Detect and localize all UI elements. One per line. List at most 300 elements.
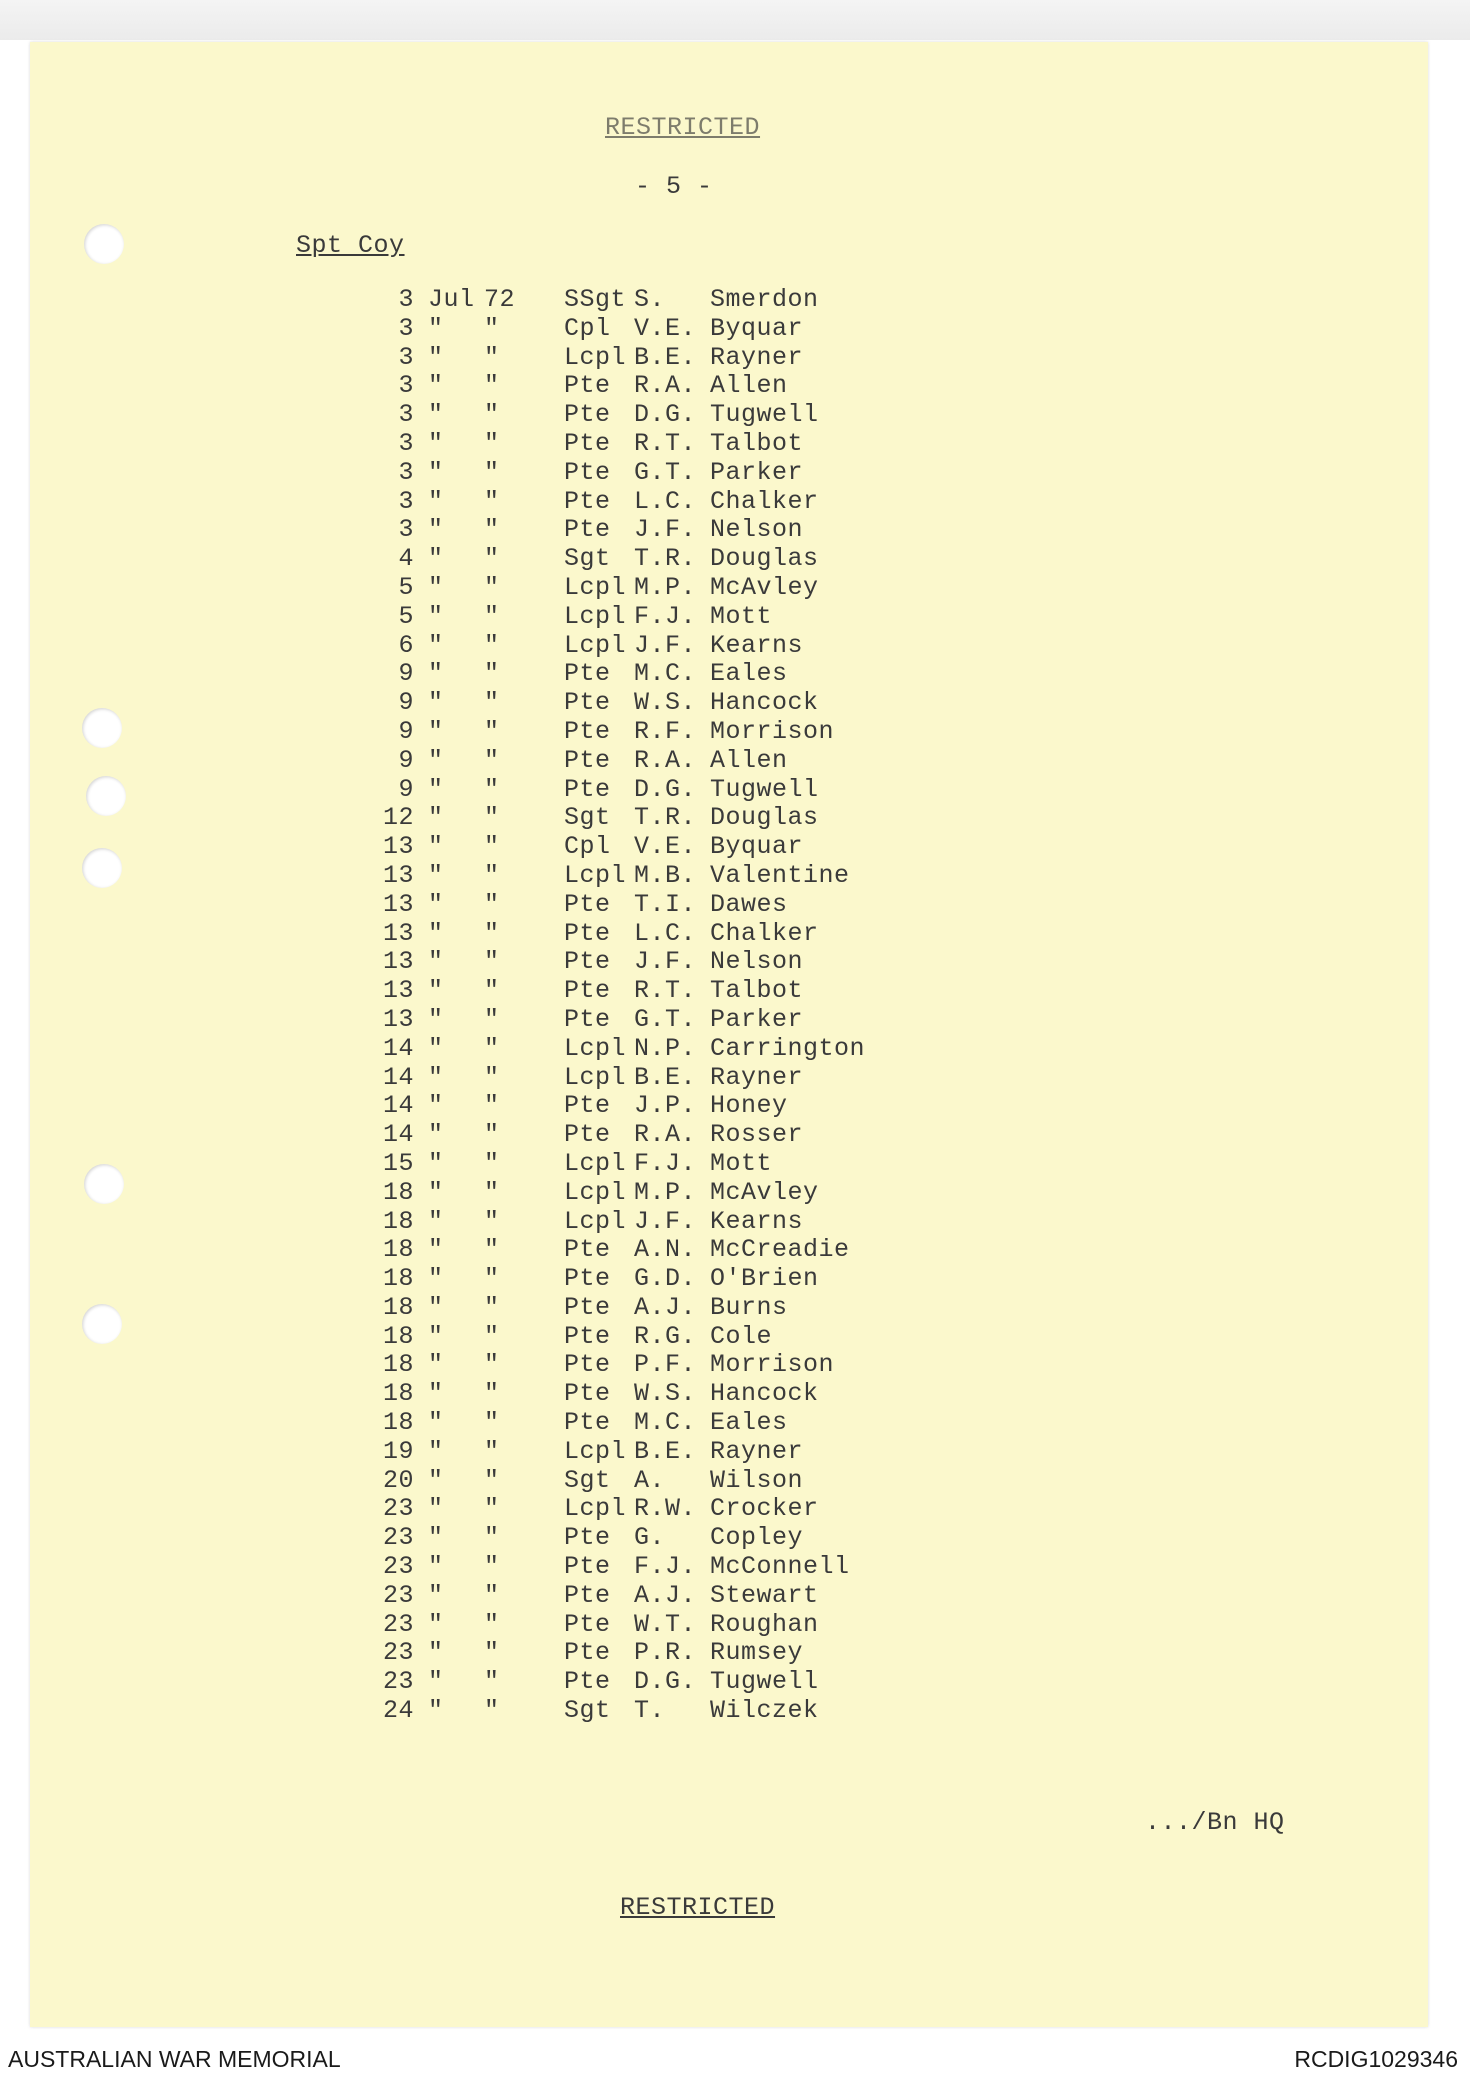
entry-surname: Mott [710, 1148, 773, 1178]
entry-initials: R.T. [634, 976, 697, 1006]
entry-rank: Pte [564, 515, 611, 545]
punch-hole [84, 1164, 124, 1204]
entry-year: " [484, 486, 500, 516]
entry-surname: Byquar [710, 313, 804, 343]
entry-rank: Sgt [564, 544, 611, 574]
entry-year: " [484, 947, 500, 977]
entry-initials: A.J. [634, 1580, 697, 1610]
entry-year: " [484, 1523, 500, 1553]
punch-hole [82, 708, 122, 748]
entry-surname: Mott [710, 601, 773, 631]
entry-surname: Douglas [710, 544, 819, 574]
entry-surname: Carrington [710, 1033, 866, 1063]
entry-year: " [484, 803, 500, 833]
roll-entry-row [370, 1092, 890, 1121]
entry-rank: Sgt [564, 1696, 611, 1726]
entry-year: " [484, 1638, 500, 1668]
entry-year: " [484, 1494, 500, 1524]
roll-entry-row [370, 920, 890, 949]
entry-rank: Pte [564, 1264, 611, 1294]
entry-surname: Nelson [710, 515, 804, 545]
roll-entry-row [370, 1236, 890, 1265]
entry-day: 14 [382, 1033, 414, 1063]
entry-initials: N.P. [634, 1033, 697, 1063]
roll-entry-row [370, 1294, 890, 1323]
roll-entry-row [370, 1064, 890, 1093]
entry-initials: R.G. [634, 1321, 697, 1351]
entry-day: 3 [398, 515, 414, 545]
roll-entry-row [370, 315, 890, 344]
entry-rank: Pte [564, 688, 611, 718]
entry-day: 13 [382, 860, 414, 890]
entry-year: " [484, 371, 500, 401]
entry-rank: SSgt [564, 285, 627, 314]
roll-entry-row [370, 862, 890, 891]
entry-day: 14 [382, 1120, 414, 1150]
entry-initials: M.C. [634, 1408, 697, 1438]
entry-year: " [484, 1552, 500, 1582]
entry-day: 3 [398, 400, 414, 430]
entry-initials: D.G. [634, 400, 697, 430]
roll-entry-row [370, 459, 890, 488]
entry-year: " [484, 428, 500, 458]
entry-surname: Rosser [710, 1120, 804, 1150]
entry-rank: Lcpl [564, 1148, 627, 1178]
entry-initials: J.F. [634, 1206, 697, 1236]
entry-year: " [484, 1206, 500, 1236]
entry-day: 12 [382, 803, 414, 833]
entry-day: 13 [382, 918, 414, 948]
entry-surname: Tugwell [710, 1667, 819, 1697]
record-id-caption: RCDIG1029346 [1294, 2046, 1458, 2072]
roll-entry-row [370, 1179, 890, 1208]
entry-rank: Pte [564, 1120, 611, 1150]
entry-month: " [428, 428, 444, 458]
entry-rank: Pte [564, 889, 611, 919]
roll-entry-row [370, 1668, 890, 1697]
entry-initials: G.T. [634, 457, 697, 487]
entry-initials: M.P. [634, 572, 697, 602]
entry-surname: Copley [710, 1523, 804, 1553]
entry-year: " [484, 1696, 500, 1726]
entry-day: 18 [382, 1292, 414, 1322]
entry-day: 9 [398, 688, 414, 718]
entry-month: " [428, 1062, 444, 1092]
entry-surname: Douglas [710, 803, 819, 833]
entry-surname: Allen [710, 371, 788, 401]
entry-year: " [484, 860, 500, 890]
entry-initials: R.T. [634, 428, 697, 458]
entry-day: 4 [398, 544, 414, 574]
entry-day: 18 [382, 1235, 414, 1265]
entry-year: " [484, 342, 500, 372]
entry-rank: Lcpl [564, 1033, 627, 1063]
entry-month: " [428, 313, 444, 343]
roll-entry-row [370, 1265, 890, 1294]
entry-surname: Hancock [710, 688, 819, 718]
roll-entry-row [370, 372, 890, 401]
roll-entry-row [370, 1438, 890, 1467]
entry-rank: Lcpl [564, 1177, 627, 1207]
entry-surname: Rayner [710, 1062, 804, 1092]
entry-day: 3 [398, 428, 414, 458]
entry-initials: J.P. [634, 1091, 697, 1121]
classification-footer: RESTRICTED [620, 1893, 776, 1922]
entry-initials: D.G. [634, 1667, 697, 1697]
entry-day: 3 [398, 457, 414, 487]
classification-header: RESTRICTED [605, 113, 761, 142]
entry-month: " [428, 832, 444, 862]
entry-month: " [428, 1494, 444, 1524]
entry-month: " [428, 1379, 444, 1409]
entry-surname: Wilczek [710, 1696, 819, 1726]
roll-entry-row [370, 545, 890, 574]
entry-initials: V.E. [634, 832, 697, 862]
entry-day: 20 [382, 1465, 414, 1495]
entry-initials: F.J. [634, 601, 697, 631]
entry-month: " [428, 1321, 444, 1351]
punch-hole [84, 224, 124, 264]
entry-surname: Hancock [710, 1379, 819, 1409]
entry-month: Jul [428, 285, 475, 314]
entry-month: " [428, 716, 444, 746]
roll-entry-row [370, 977, 890, 1006]
entry-initials: T. [634, 1696, 666, 1726]
entry-rank: Pte [564, 428, 611, 458]
entry-rank: Pte [564, 1667, 611, 1697]
entry-surname: Rayner [710, 1436, 804, 1466]
entry-month: " [428, 1148, 444, 1178]
entry-initials: V.E. [634, 313, 697, 343]
entry-surname: Talbot [710, 428, 804, 458]
entry-day: 19 [382, 1436, 414, 1466]
entry-initials: L.C. [634, 486, 697, 516]
entry-initials: G. [634, 1523, 666, 1553]
entry-rank: Pte [564, 918, 611, 948]
entry-day: 18 [382, 1206, 414, 1236]
entry-surname: Rayner [710, 342, 804, 372]
entry-initials: F.J. [634, 1148, 697, 1178]
entry-year: " [484, 716, 500, 746]
roll-entry-row [370, 603, 890, 632]
entry-surname: Eales [710, 659, 788, 689]
entry-initials: R.A. [634, 371, 697, 401]
entry-month: " [428, 1235, 444, 1265]
entry-month: " [428, 371, 444, 401]
entry-surname: Valentine [710, 860, 850, 890]
entry-rank: Pte [564, 400, 611, 430]
roll-entry-row [370, 1524, 890, 1553]
entry-month: " [428, 1091, 444, 1121]
roll-entry-row [370, 1006, 890, 1035]
entry-month: " [428, 1667, 444, 1697]
entry-rank: Pte [564, 1091, 611, 1121]
entry-month: " [428, 342, 444, 372]
roll-entry-row [370, 1208, 890, 1237]
personnel-roll [370, 286, 890, 1726]
section-heading: Spt Coy [296, 231, 405, 260]
entry-month: " [428, 1350, 444, 1380]
entry-month: " [428, 659, 444, 689]
entry-year: " [484, 1436, 500, 1466]
entry-surname: Stewart [710, 1580, 819, 1610]
entry-surname: Morrison [710, 1350, 835, 1380]
entry-rank: Pte [564, 1004, 611, 1034]
entry-surname: Chalker [710, 918, 819, 948]
roll-entry-row [370, 1035, 890, 1064]
entry-initials: R.W. [634, 1494, 697, 1524]
entry-year: " [484, 457, 500, 487]
entry-year: " [484, 1580, 500, 1610]
roll-entry-row [370, 1351, 890, 1380]
entry-surname: Burns [710, 1292, 788, 1322]
entry-surname: Kearns [710, 630, 804, 660]
roll-entry-row [370, 747, 890, 776]
roll-entry-row [370, 1121, 890, 1150]
entry-day: 9 [398, 716, 414, 746]
entry-initials: P.R. [634, 1638, 697, 1668]
entry-day: 6 [398, 630, 414, 660]
entry-surname: Tugwell [710, 400, 819, 430]
entry-initials: M.C. [634, 659, 697, 689]
entry-year: " [484, 976, 500, 1006]
entry-month: " [428, 544, 444, 574]
entry-year: " [484, 400, 500, 430]
entry-surname: Nelson [710, 947, 804, 977]
entry-day: 23 [382, 1494, 414, 1524]
entry-day: 3 [398, 342, 414, 372]
roll-entry-row [370, 1582, 890, 1611]
roll-entry-row [370, 574, 890, 603]
entry-initials: A.J. [634, 1292, 697, 1322]
entry-month: " [428, 1004, 444, 1034]
entry-day: 18 [382, 1379, 414, 1409]
roll-entry-row [370, 632, 890, 661]
entry-rank: Lcpl [564, 601, 627, 631]
entry-rank: Pte [564, 1552, 611, 1582]
entry-rank: Lcpl [564, 1206, 627, 1236]
entry-initials: R.F. [634, 716, 697, 746]
punch-hole [82, 848, 122, 888]
entry-initials: W.T. [634, 1609, 697, 1639]
entry-day: 9 [398, 774, 414, 804]
entry-surname: Honey [710, 1091, 788, 1121]
entry-rank: Cpl [564, 313, 611, 343]
entry-month: " [428, 1580, 444, 1610]
entry-rank: Pte [564, 1379, 611, 1409]
entry-surname: Morrison [710, 716, 835, 746]
entry-year: " [484, 1062, 500, 1092]
entry-month: " [428, 1638, 444, 1668]
entry-day: 14 [382, 1062, 414, 1092]
entry-month: " [428, 1264, 444, 1294]
entry-initials: L.C. [634, 918, 697, 948]
entry-year: " [484, 1379, 500, 1409]
entry-day: 3 [398, 486, 414, 516]
entry-surname: Chalker [710, 486, 819, 516]
roll-entry-row [370, 1697, 890, 1726]
entry-month: " [428, 976, 444, 1006]
roll-entry-row [370, 430, 890, 459]
entry-initials: B.E. [634, 1062, 697, 1092]
entry-initials: W.S. [634, 1379, 697, 1409]
entry-surname: McConnell [710, 1552, 850, 1582]
entry-rank: Cpl [564, 832, 611, 862]
entry-surname: McAvley [710, 572, 819, 602]
entry-initials: R.A. [634, 745, 697, 775]
entry-day: 13 [382, 947, 414, 977]
entry-year: " [484, 1350, 500, 1380]
roll-entry-row [370, 1150, 890, 1179]
entry-month: " [428, 630, 444, 660]
entry-rank: Pte [564, 1609, 611, 1639]
roll-entry-row [370, 401, 890, 430]
entry-year: " [484, 918, 500, 948]
entry-year: " [484, 1004, 500, 1034]
entry-day: 13 [382, 889, 414, 919]
entry-year: " [484, 889, 500, 919]
entry-initials: B.E. [634, 1436, 697, 1466]
continuation-note: .../Bn HQ [1145, 1808, 1285, 1837]
entry-month: " [428, 1609, 444, 1639]
entry-day: 5 [398, 572, 414, 602]
entry-surname: Parker [710, 1004, 804, 1034]
entry-rank: Pte [564, 1235, 611, 1265]
entry-year: " [484, 1408, 500, 1438]
page-number: - 5 - [635, 172, 713, 201]
entry-month: " [428, 774, 444, 804]
entry-year: " [484, 1609, 500, 1639]
roll-entry-row [370, 1639, 890, 1668]
entry-year: " [484, 1177, 500, 1207]
entry-rank: Pte [564, 1292, 611, 1322]
entry-year: " [484, 1292, 500, 1322]
entry-day: 18 [382, 1408, 414, 1438]
entry-surname: McCreadie [710, 1235, 850, 1265]
entry-month: " [428, 515, 444, 545]
entry-initials: G.D. [634, 1264, 697, 1294]
entry-rank: Pte [564, 1350, 611, 1380]
entry-month: " [428, 1120, 444, 1150]
entry-rank: Lcpl [564, 1062, 627, 1092]
entry-month: " [428, 457, 444, 487]
entry-rank: Pte [564, 1523, 611, 1553]
entry-day: 13 [382, 832, 414, 862]
entry-rank: Lcpl [564, 860, 627, 890]
entry-year: " [484, 630, 500, 660]
entry-initials: F.J. [634, 1552, 697, 1582]
entry-day: 18 [382, 1264, 414, 1294]
entry-rank: Lcpl [564, 572, 627, 602]
entry-rank: Lcpl [564, 1436, 627, 1466]
roll-entry-row [370, 1495, 890, 1524]
entry-initials: P.F. [634, 1350, 697, 1380]
entry-month: " [428, 1436, 444, 1466]
entry-rank: Pte [564, 486, 611, 516]
entry-rank: Pte [564, 659, 611, 689]
entry-month: " [428, 803, 444, 833]
entry-initials: R.A. [634, 1120, 697, 1150]
entry-month: " [428, 1292, 444, 1322]
entry-year: " [484, 1091, 500, 1121]
entry-month: " [428, 1523, 444, 1553]
entry-month: " [428, 400, 444, 430]
entry-initials: T.R. [634, 803, 697, 833]
entry-initials: B.E. [634, 342, 697, 372]
entry-year: " [484, 745, 500, 775]
entry-year: " [484, 1120, 500, 1150]
entry-day: 14 [382, 1091, 414, 1121]
roll-entry-row [370, 1467, 890, 1496]
entry-month: " [428, 1465, 444, 1495]
entry-year: 72 [484, 285, 516, 314]
entry-surname: Eales [710, 1408, 788, 1438]
entry-surname: Roughan [710, 1609, 819, 1639]
entry-rank: Sgt [564, 803, 611, 833]
entry-rank: Pte [564, 1580, 611, 1610]
entry-day: 23 [382, 1580, 414, 1610]
entry-surname: Rumsey [710, 1638, 804, 1668]
entry-year: " [484, 544, 500, 574]
entry-year: " [484, 572, 500, 602]
entry-rank: Pte [564, 745, 611, 775]
entry-month: " [428, 1552, 444, 1582]
entry-initials: M.P. [634, 1177, 697, 1207]
entry-initials: M.B. [634, 860, 697, 890]
entry-surname: O'Brien [710, 1264, 819, 1294]
entry-initials: A. [634, 1465, 666, 1495]
roll-entry-row [370, 833, 890, 862]
entry-month: " [428, 889, 444, 919]
entry-year: " [484, 688, 500, 718]
entry-initials: A.N. [634, 1235, 697, 1265]
entry-year: " [484, 1148, 500, 1178]
archive-source-caption: AUSTRALIAN WAR MEMORIAL [8, 2046, 341, 2072]
entry-month: " [428, 1206, 444, 1236]
entry-year: " [484, 1235, 500, 1265]
roll-entry-row [370, 689, 890, 718]
entry-year: " [484, 1321, 500, 1351]
entry-day: 13 [382, 976, 414, 1006]
entry-day: 23 [382, 1609, 414, 1639]
entry-rank: Pte [564, 774, 611, 804]
entry-surname: Talbot [710, 976, 804, 1006]
entry-year: " [484, 1264, 500, 1294]
roll-entry-row [370, 660, 890, 689]
entry-rank: Pte [564, 371, 611, 401]
entry-year: " [484, 774, 500, 804]
roll-entry-row [370, 891, 890, 920]
roll-entry-row [370, 1611, 890, 1640]
entry-day: 18 [382, 1350, 414, 1380]
entry-initials: J.F. [634, 515, 697, 545]
roll-entry-row [370, 488, 890, 517]
entry-initials: J.F. [634, 630, 697, 660]
entry-surname: Parker [710, 457, 804, 487]
entry-initials: W.S. [634, 688, 697, 718]
entry-year: " [484, 601, 500, 631]
entry-rank: Lcpl [564, 630, 627, 660]
entry-month: " [428, 1177, 444, 1207]
entry-rank: Pte [564, 947, 611, 977]
entry-initials: D.G. [634, 774, 697, 804]
roll-entry-row [370, 1553, 890, 1582]
entry-surname: McAvley [710, 1177, 819, 1207]
scanner-top-band [0, 0, 1470, 40]
entry-month: " [428, 745, 444, 775]
entry-year: " [484, 832, 500, 862]
entry-surname: Byquar [710, 832, 804, 862]
